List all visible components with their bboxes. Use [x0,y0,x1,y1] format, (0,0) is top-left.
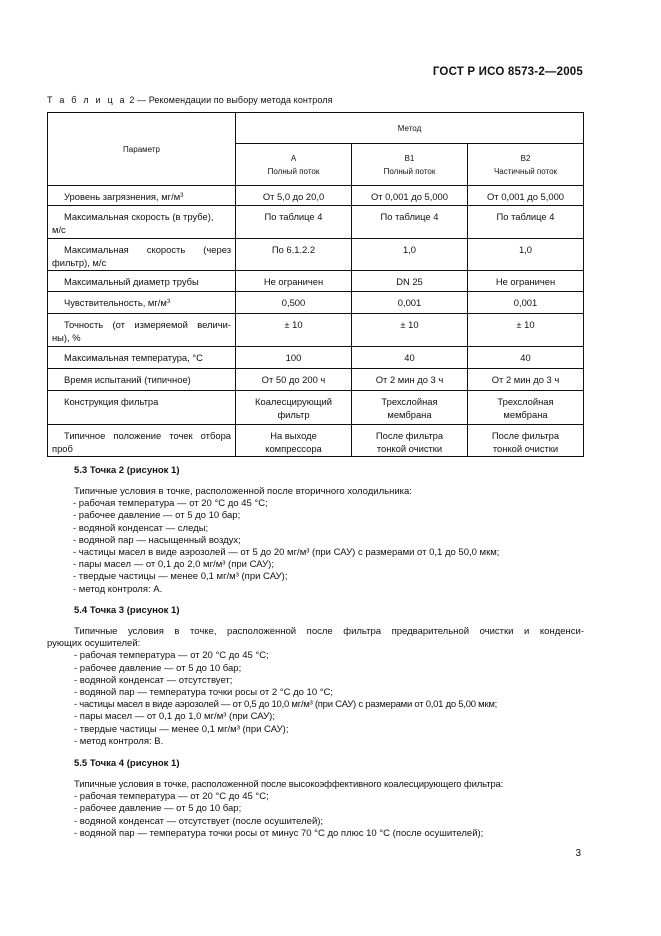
section-5-3-body [74,486,584,596]
section-5-4-title: 5.4 Точка 3 (рисунок 1) [74,605,180,616]
value-a [236,425,352,457]
value-a: Не ограничен [236,271,352,292]
page-number: 3 [575,848,581,859]
header-method-a [236,144,352,186]
param-line-1: Типичное положение точек отбора [64,430,231,441]
param-cell [48,239,236,271]
list-item: - метод контроля: А. [73,583,163,595]
param-line-2: ны), % [52,332,81,343]
value-b1: 1,0 [352,239,468,271]
table-caption-text: 2 — Рекомендации по выбору метода контроля [129,95,333,105]
list-item: - рабочее давление — от 5 до 10 бар; [73,510,241,522]
param-line-2: проб [52,443,73,454]
param-line-1: Точность (от измеряемой величи- [64,319,231,330]
list-item: - водяной пар — температура точки росы от минус 70 °С до плюс 10 °С (после осушителей); [74,827,484,839]
param-text: Чувствительность, мг/м [64,297,167,308]
param-sup: 3 [166,299,171,305]
value-b1: От 0,001 до 5,000 [352,186,468,206]
param-line-1: Максимальная скорость (в трубе), [64,211,214,222]
list-item: - пары масел — от 0,1 до 1,0 мг/м³ (при САУ); [74,711,275,723]
section-5-5-body [74,779,584,840]
value-b2: По таблице 4 [468,206,584,239]
param-cell [48,186,236,206]
param-cell [48,292,236,314]
method-code: В1 [404,153,415,163]
table-row [48,347,584,369]
list-item: - рабочая температура — от 20 °С до 45 °С; [74,791,269,803]
param-line-2: м/с [52,224,66,235]
value-b2: Не ограничен [468,271,584,292]
value-b1: ± 10 [352,314,468,347]
param-line-1: Максимальная скорость (через [64,244,231,255]
method-desc: Полный поток [267,166,320,176]
list-item: - рабочее давление — от 5 до 10 бар; [74,803,242,815]
value-line-2: тонкой очистки [376,443,443,454]
table-row [48,292,584,314]
value-b1: 40 [352,347,468,369]
value-line-1: Коалесцирующий [255,396,332,407]
value-b1 [352,425,468,457]
list-item: - водяной конденсат — отсутствует (после осушителей); [74,815,324,827]
value-b2: 40 [468,347,584,369]
section-intro-line-1: Типичные условия в точке, расположенной после фильтра предварительной очистки и конденси- [74,626,584,637]
value-a: От 5,0 до 20,0 [236,186,352,206]
value-b1: 0,001 [352,292,468,314]
value-b2 [468,391,584,425]
table-caption [47,95,333,105]
param-cell: Конструкция фильтра [48,391,236,425]
param-cell: Максимальный диаметр трубы [48,271,236,292]
table-caption-prefix: Т а б л и ц а [47,95,127,105]
value-a: От 50 до 200 ч [236,369,352,391]
list-item: - метод контроля: В. [74,735,164,747]
value-b1: От 2 мин до 3 ч [352,369,468,391]
param-cell [48,425,236,457]
value-b1: DN 25 [352,271,468,292]
value-b2: 0,001 [468,292,584,314]
value-a: 0,500 [236,292,352,314]
header-method-b2 [468,144,584,186]
header-parameter: Параметр [48,113,236,186]
value-a: 100 [236,347,352,369]
list-item: - рабочая температура — от 20 °С до 45 °С; [73,498,268,510]
value-b1: По таблице 4 [352,206,468,239]
list-item: - водяной пар — температура точки росы от 2 °С до 10 °С; [74,686,334,698]
header-method: Метод [236,113,584,144]
list-item: - частицы масел в виде аэрозолей — от 5 до 20 мг/м³ (при САУ) с размерами от 0,1 до 50,0 мкм; [73,546,500,558]
method-code: А [290,153,297,163]
table-row [48,391,584,425]
document-code: ГОСТ Р ИСО 8573-2—2005 [432,66,583,78]
list-item: - водяной конденсат — следы; [73,522,209,534]
value-line-1: Трехслойная [497,396,554,407]
param-cell: Время испытаний (типичное) [48,369,236,391]
table-row [48,186,584,206]
value-line-2: тонкой очистки [492,443,559,454]
table-row [48,206,584,239]
value-a: По таблице 4 [236,206,352,239]
table-row [48,369,584,391]
table-row [48,239,584,271]
value-b1 [352,391,468,425]
list-item: - рабочая температура — от 20 °С до 45 °С; [74,650,269,662]
section-intro: Типичные условия в точке, расположенной после высокоэффективного коалесцирующего фильтра: [74,779,504,790]
method-desc: Полный поток [383,166,436,176]
value-line-1: Трехслойная [381,396,438,407]
value-line-1: На выходе [270,430,317,441]
list-item: - водяной конденсат — отсутствует; [74,674,233,686]
value-line-1: После фильтра [375,430,444,441]
list-item: - твердые частицы — менее 0,1 мг/м³ (при САУ); [74,723,289,735]
value-b2: От 2 мин до 3 ч [468,369,584,391]
method-selection-table [47,112,584,457]
section-5-5-title: 5.5 Точка 4 (рисунок 1) [74,758,180,769]
value-b2: От 0,001 до 5,000 [468,186,584,206]
param-text: Уровень загрязнения, мг/м [64,191,181,202]
param-cell [48,206,236,239]
param-cell [48,314,236,347]
list-item: - пары масел — от 0,1 до 2,0 мг/м³ (при САУ); [73,559,274,571]
value-line-2: компрессора [265,443,322,454]
method-code: В2 [520,153,531,163]
param-sup: 3 [180,193,184,199]
value-a: ± 10 [236,314,352,347]
section-5-4-body [47,626,584,748]
list-item: - водяной пар — насыщенный воздух; [73,534,241,546]
value-b2 [468,425,584,457]
header-method-b1 [352,144,468,186]
table-row [48,271,584,292]
value-a [236,391,352,425]
value-b2: 1,0 [468,239,584,271]
table-row [48,425,584,457]
list-item: - твердые частицы — менее 0,1 мг/м³ (при САУ); [73,571,288,583]
list-item: - частицы масел в виде аэрозолей — от 0,5 до 10,0 мг/м³ (при САУ) с размерами от 0,01 до 5,00 мкм; [74,699,498,711]
method-desc: Частичный поток [493,166,558,176]
value-line-1: После фильтра [491,430,560,441]
value-line-2: мембрана [503,409,548,420]
section-intro: Типичные условия в точке, расположенной после вторичного холодильника: [74,486,412,497]
value-b2: ± 10 [468,314,584,347]
list-item: - рабочее давление — от 5 до 10 бар; [74,662,242,674]
param-line-2: фильтр), м/с [52,257,107,268]
value-a: По 6.1.2.2 [236,239,352,271]
section-intro-line-2: рующих осушителей: [47,638,141,650]
value-line-2: мембрана [387,409,432,420]
section-5-3-title: 5.3 Точка 2 (рисунок 1) [74,465,180,476]
table-row [48,314,584,347]
param-cell: Максимальная температура, °С [48,347,236,369]
value-line-2: фильтр [277,409,310,420]
